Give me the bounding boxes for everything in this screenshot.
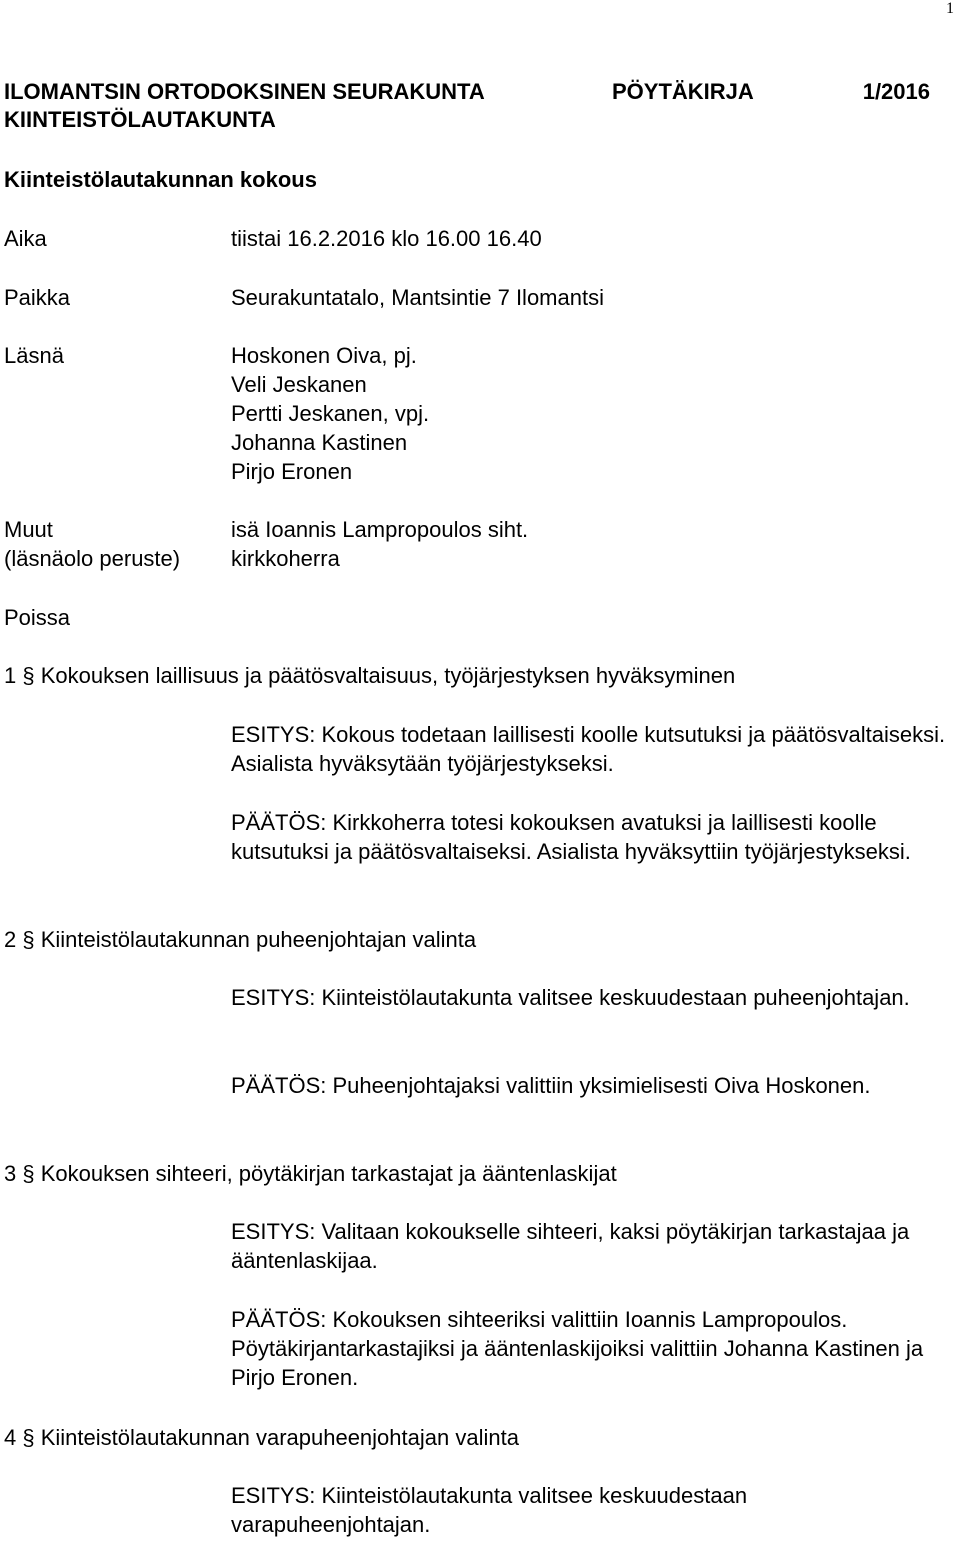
- info-label-line: (läsnäolo peruste): [4, 546, 181, 571]
- info-label: Läsnä: [4, 343, 64, 368]
- section-heading-2: 2 § Kiinteistölautakunnan puheenjohtajan valinta: [4, 927, 477, 952]
- info-value: Seurakuntatalo, Mantsintie 7 Ilomantsi: [231, 285, 604, 310]
- section-3-decision: PÄÄTÖS: Kokouksen sihteeriksi valittiin Ioannis Lampropoulos. Pöytäkirjantarkastajiksi ja ääntenlaskijoiksi valittiin Johanna Kastinen ja Pirjo Eronen.: [231, 1307, 924, 1390]
- attendee-name: Pertti Jeskanen, vpj.: [231, 401, 430, 426]
- info-label: Paikka: [4, 285, 71, 310]
- page-number: 1: [946, 0, 954, 17]
- info-label: [4, 515, 231, 573]
- section-1-decision: PÄÄTÖS: Kirkkoherra totesi kokouksen avatuksi ja laillisesti koolle kutsutuksi ja päätösvaltaiseksi. Asialista hyväksyttiin työjärjestykseksi.: [231, 810, 911, 864]
- document-header: [4, 78, 930, 134]
- document-number: 1/2016: [862, 79, 930, 104]
- section-heading-3: 3 § Kokouksen sihteeri, pöytäkirjan tarkastajat ja ääntenlaskijat: [4, 1161, 617, 1186]
- document-type: PÖYTÄKIRJA: [612, 79, 754, 104]
- info-label-line: Muut: [4, 517, 53, 542]
- organization-name: ILOMANTSIN ORTODOKSINEN SEURAKUNTA: [4, 79, 485, 104]
- info-label: Poissa: [4, 605, 71, 630]
- section-heading-4: 4 § Kiinteistölautakunnan varapuheenjohtajan valinta: [4, 1425, 519, 1450]
- meeting-title: Kiinteistölautakunnan kokous: [4, 167, 317, 192]
- committee-name: KIINTEISTÖLAUTAKUNTA: [4, 107, 276, 132]
- info-value: [231, 515, 944, 573]
- attendee-list: [231, 341, 944, 486]
- attendee-name: Johanna Kastinen: [231, 430, 408, 455]
- attendee-name: Pirjo Eronen: [231, 459, 353, 484]
- section-2-decision: PÄÄTÖS: Puheenjohtajaksi valittiin yksimielisesti Oiva Hoskonen.: [231, 1073, 871, 1098]
- section-3-proposal: ESITYS: Valitaan kokoukselle sihteeri, kaksi pöytäkirjan tarkastajaa ja ääntenlaskijaa.: [231, 1219, 910, 1273]
- attendee-name: Hoskonen Oiva, pj.: [231, 343, 417, 368]
- info-row-absent: [4, 603, 944, 632]
- attendee-name: Veli Jeskanen: [231, 372, 367, 397]
- info-value-line: isä Ioannis Lampropoulos siht.: [231, 517, 529, 542]
- info-row-present: [4, 341, 944, 486]
- info-value: tiistai 16.2.2016 klo 16.00 16.40: [231, 226, 542, 251]
- section-4-proposal: ESITYS: Kiinteistölautakunta valitsee keskuudestaan varapuheenjohtajan.: [231, 1483, 748, 1537]
- info-row-others: [4, 515, 944, 573]
- info-value-line: kirkkoherra: [231, 546, 340, 571]
- info-row-place: [4, 283, 944, 312]
- info-label: Aika: [4, 226, 47, 251]
- info-row-time: [4, 224, 944, 253]
- section-2-proposal: ESITYS: Kiinteistölautakunta valitsee keskuudestaan puheenjohtajan.: [231, 985, 910, 1010]
- section-1-proposal: ESITYS: Kokous todetaan laillisesti koolle kutsutuksi ja päätösvaltaiseksi. Asialista hyväksytään työjärjestykseksi.: [231, 722, 946, 776]
- section-heading-1: 1 § Kokouksen laillisuus ja päätösvaltaisuus, työjärjestyksen hyväksyminen: [4, 663, 736, 688]
